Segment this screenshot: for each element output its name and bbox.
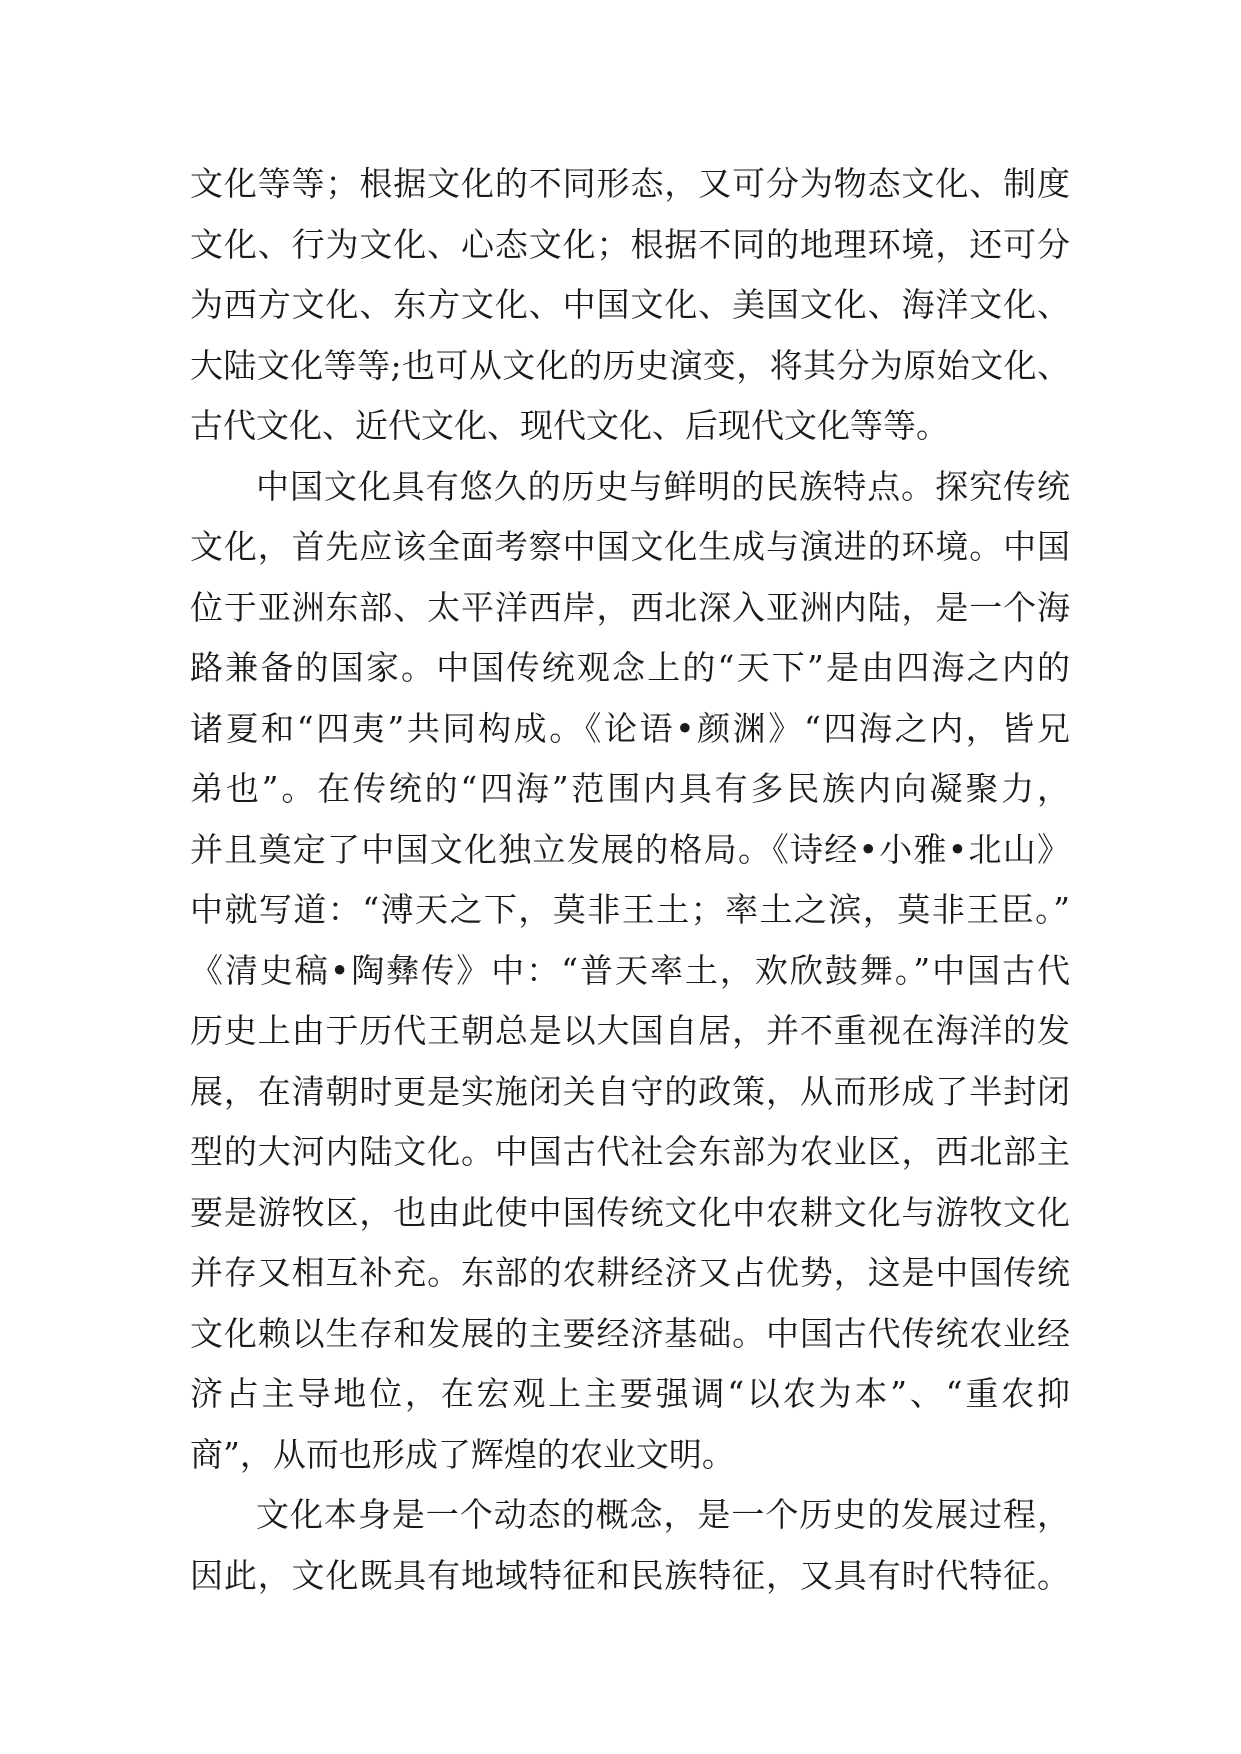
text-line: 位于亚洲东部、太平洋西岸，西北深入亚洲内陆，是一个海 [190, 587, 1070, 627]
paragraph-3 [190, 1485, 1070, 1606]
text-line: 弟也”。在传统的“四海”范围内具有多民族内向凝聚力， [190, 769, 1070, 808]
text-line: 文化，首先应该全面考察中国文化生成与演进的环境。中国 [190, 527, 1070, 566]
text-line: 历史上由于历代王朝总是以大国自居，并不重视在海洋的发 [190, 1011, 1070, 1050]
text-line: 中就写道：“溥天之下，莫非王土；率土之滨，莫非王臣。” [190, 890, 1070, 929]
text-line: 展，在清朝时更是实施闭关自守的政策，从而形成了半封闭 [190, 1071, 1070, 1111]
text-line: 因此，文化既具有地域特征和民族特征，又具有时代特征。 [190, 1555, 1070, 1595]
text-line: 中国文化具有悠久的历史与鲜明的民族特点。探究传统 [256, 466, 1070, 506]
text-line: 型的大河内陆文化。中国古代社会东部为农业区，西北部主 [190, 1132, 1070, 1171]
text-line: 文化赖以生存和发展的主要经济基础。中国古代传统农业经 [190, 1313, 1070, 1353]
text-line: 商”，从而也形成了辉煌的农业文明。 [190, 1434, 735, 1474]
text-line: 要是游牧区，也由此使中国传统文化中农耕文化与游牧文化 [190, 1192, 1070, 1232]
text-line: 文化等等；根据文化的不同形态，又可分为物态文化、制度 [190, 164, 1070, 203]
body-text [190, 154, 1070, 1606]
text-line: 为西方文化、东方文化、中国文化、美国文化、海洋文化、 [190, 285, 1070, 324]
text-line: 文化、行为文化、心态文化；根据不同的地理环境，还可分 [190, 224, 1070, 264]
paragraph-1 [190, 154, 1070, 457]
text-line: 并存又相互补充。东部的农耕经济又占优势，这是中国传统 [190, 1253, 1070, 1292]
text-line: 济占主导地位，在宏观上主要强调“以农为本”、“重农抑 [190, 1374, 1070, 1413]
text-line: 文化本身是一个动态的概念，是一个历史的发展过程， [256, 1495, 1070, 1534]
text-line: 古代文化、近代文化、现代文化、后现代文化等等。 [190, 406, 949, 445]
text-line: 大陆文化等等;也可从文化的历史演变，将其分为原始文化、 [190, 345, 1070, 385]
text-line: 诸夏和“四夷”共同构成。《论语•颜渊》“四海之内，皆兄 [190, 708, 1070, 748]
text-line: 并且奠定了中国文化独立发展的格局。《诗经•小雅•北山》 [190, 829, 1070, 869]
text-line: 《清史稿•陶彝传》中：“普天率土，欢欣鼓舞。”中国古代 [190, 950, 1070, 990]
paragraph-2 [190, 457, 1070, 1486]
text-line: 路兼备的国家。中国传统观念上的“天下”是由四海之内的 [190, 648, 1070, 687]
